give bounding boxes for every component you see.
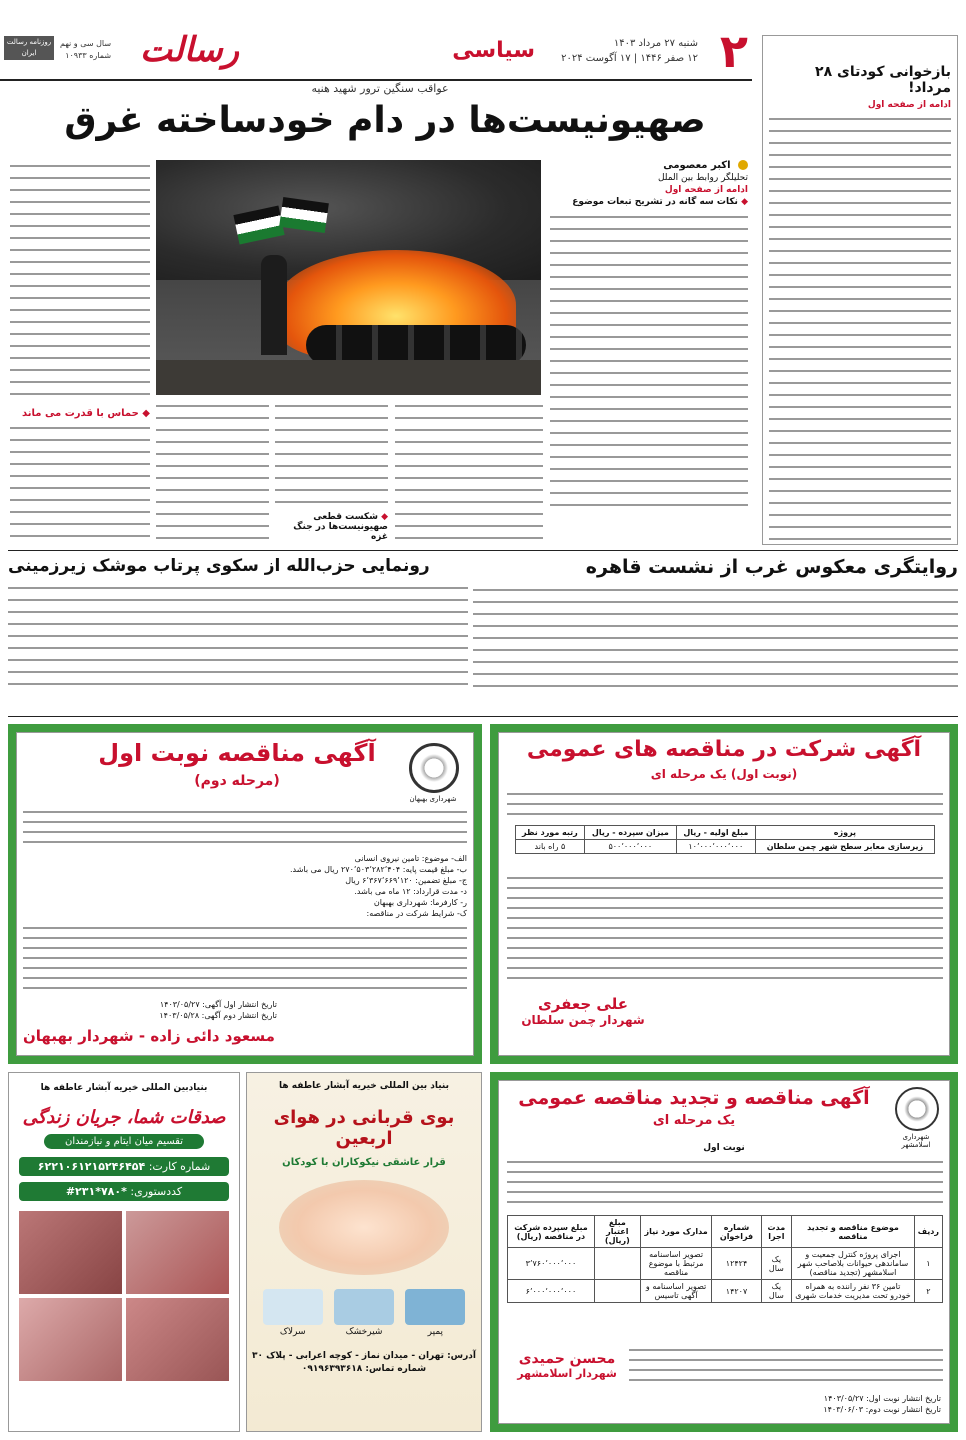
table-header: رتبه مورد نظر bbox=[516, 826, 585, 840]
main-story-col-5 bbox=[10, 160, 150, 545]
product-label: شیرخشک bbox=[345, 1327, 383, 1337]
behbahan-item: ر- کارفرما: شهرداری بهبهان bbox=[373, 898, 467, 907]
behbahan-item: الف- موضوع: تامین نیروی انسانی bbox=[354, 854, 467, 863]
eslamshahr-logo bbox=[895, 1087, 939, 1131]
kicker: عواقب سنگین ترور شهید هنیه bbox=[311, 82, 449, 95]
table-cell: ۵۰۰٬۰۰۰٬۰۰۰ bbox=[584, 840, 676, 854]
product-label: پمپر bbox=[427, 1327, 444, 1337]
table-header: مبلغ اعتبار (ریال) bbox=[594, 1216, 640, 1248]
chaman-table-header bbox=[516, 826, 935, 840]
table-cell: ۱۲۴۲۴ bbox=[712, 1248, 761, 1280]
table-header: مدارک مورد نیاز bbox=[640, 1216, 712, 1248]
section-rule bbox=[8, 550, 958, 551]
table-cell: زیرسازی معابر سطح شهر چمن سلطان bbox=[755, 840, 934, 854]
signature-name: محسن حمیدی bbox=[518, 1351, 616, 1367]
table-cell: ۶٬۰۰۰٬۰۰۰٬۰۰۰ bbox=[508, 1280, 595, 1303]
ad-charity-left bbox=[8, 1072, 240, 1432]
charity-right-headline: بوی قربانی در هوای اربعین bbox=[273, 1107, 455, 1149]
behbahan-item: ب- مبلغ قیمت پایه: ۲۷۰٬۵۰۳٬۲۸۲٬۴۰۴ ریال می باشد. bbox=[289, 865, 467, 874]
behbahan-dates bbox=[77, 999, 277, 1021]
charity-photo bbox=[126, 1211, 229, 1294]
charity-address: آدرس: تهران - میدان نماز - کوچه اعرابی - پلاک ۳۰ bbox=[252, 1351, 476, 1361]
issue-number: شماره ۱۰۹۳۳ bbox=[65, 51, 112, 60]
flag-2 bbox=[279, 197, 329, 233]
story-hezbollah bbox=[8, 556, 468, 706]
table-cell: تصویر اساسنامه و آگهی تاسیس bbox=[640, 1280, 712, 1303]
main-headline: صهیونیست‌ها در دام خودساخته غرق bbox=[64, 100, 706, 141]
ad-chaman bbox=[490, 724, 958, 1064]
eslamshahr-notice: نوبت اول bbox=[703, 1143, 745, 1153]
chaman-intro bbox=[507, 789, 943, 819]
table-cell bbox=[594, 1280, 640, 1303]
charity-phone: شماره تماس: ۰۹۱۹۶۳۹۳۶۱۸ bbox=[301, 1364, 427, 1374]
brand-badge: روزنامه رسالت ایران bbox=[4, 36, 54, 60]
main-story-col-2 bbox=[395, 400, 543, 540]
product-label: سرلاک bbox=[279, 1327, 306, 1337]
issue-block bbox=[60, 38, 111, 62]
publish-date: تاریخ انتشار نوبت اول: ۱۴۰۳/۰۵/۲۷ bbox=[823, 1394, 941, 1403]
ad-eslamshahr bbox=[490, 1072, 958, 1432]
publish-date: تاریخ انتشار نوبت دوم: ۱۴۰۳/۰۶/۰۳ bbox=[823, 1405, 941, 1414]
signature-name: علی جعفری bbox=[538, 995, 628, 1013]
table-header: مبلغ اولیه - ریال bbox=[676, 826, 755, 840]
product-icon bbox=[334, 1289, 394, 1325]
product-icon bbox=[405, 1289, 465, 1325]
table-row bbox=[516, 840, 935, 854]
author-role: تحلیلگر روابط بین الملل bbox=[657, 173, 748, 183]
product-item bbox=[405, 1289, 465, 1337]
bullet-icon: ◆ bbox=[381, 512, 388, 522]
table-header: موضوع مناقصه و تجدید مناقصه bbox=[792, 1216, 915, 1248]
charity-photo bbox=[126, 1298, 229, 1381]
chaman-subtitle: (نوبت اول) یک مرحله ای bbox=[650, 767, 798, 781]
continued-label: ادامه از صفحه اول bbox=[664, 185, 748, 195]
eslamshahr-table bbox=[507, 1215, 943, 1303]
col-5-body-bottom bbox=[10, 422, 150, 537]
protester bbox=[261, 255, 287, 355]
behbahan-conditions bbox=[23, 923, 467, 993]
charity-photo bbox=[19, 1211, 122, 1294]
table-header: مبلغ سپرده شرکت در مناقصه (ریال) bbox=[508, 1216, 595, 1248]
main-photo bbox=[156, 160, 541, 395]
chaman-title: آگهی شرکت در مناقصه های عمومی bbox=[526, 737, 922, 762]
ads-rule bbox=[8, 716, 958, 717]
table-cell: یک سال bbox=[761, 1280, 792, 1303]
charity-distribution: تقسیم میان ایتام و نیازمندان bbox=[44, 1134, 204, 1149]
table-header: مدت اجرا bbox=[761, 1216, 792, 1248]
eslamshahr-dates bbox=[721, 1393, 941, 1415]
col-3-body-top bbox=[275, 400, 388, 510]
table-cell: تصویر اساسنامه مرتبط با موضوع مناقصه bbox=[640, 1248, 712, 1280]
ad-charity-right bbox=[246, 1072, 482, 1432]
publish-date: تاریخ انتشار اول آگهی: ۱۴۰۳/۰۵/۲۷ bbox=[159, 1000, 277, 1009]
date-block bbox=[561, 36, 698, 66]
account-number: ۶۲۲۱۰۶۱۲۱۵۲۴۶۴۵۴ bbox=[37, 1160, 146, 1173]
behbahan-items bbox=[137, 853, 467, 919]
ad-behbahan-inner bbox=[16, 732, 474, 1056]
cairo-headline: روایتگری معکوس غرب از نشست قاهره bbox=[585, 556, 958, 578]
story-cairo bbox=[473, 556, 958, 706]
behbahan-title: آگهی مناقصه نوبت اول bbox=[98, 739, 376, 767]
ground bbox=[156, 360, 541, 395]
ussd-code: *۷۸۰*۲۳۱# bbox=[65, 1185, 127, 1198]
charity-right-org: بنیاد بین المللی خیریه آبشار عاطفه ها bbox=[279, 1081, 449, 1091]
table-row bbox=[508, 1248, 943, 1280]
table-cell: ۱ bbox=[914, 1248, 942, 1280]
behbahan-signature: مسعود دائی زاده - شهردار بهبهان bbox=[23, 1027, 275, 1045]
bullet-icon: ◆ bbox=[142, 408, 150, 419]
charity-ussd bbox=[19, 1182, 229, 1201]
eslamshahr-subtitle: یک مرحله ای bbox=[652, 1113, 736, 1128]
product-icon bbox=[263, 1289, 323, 1325]
table-row bbox=[508, 1280, 943, 1303]
eslamshahr-org: شهرداری اسلامشهر bbox=[901, 1133, 931, 1149]
editorial-headline: بازخوانی کودتای ۲۸ مرداد! bbox=[815, 64, 951, 96]
masthead bbox=[0, 24, 750, 78]
chaman-table bbox=[515, 825, 935, 854]
col-1-body bbox=[550, 211, 748, 516]
table-header: شماره فراخوان bbox=[712, 1216, 761, 1248]
ad-eslamshahr-inner bbox=[498, 1080, 950, 1424]
table-cell: یک سال bbox=[761, 1248, 792, 1280]
author-name: اکبر معصومی bbox=[663, 160, 731, 171]
table-cell: ۱۴۲۰۷ bbox=[712, 1280, 761, 1303]
table-header: میزان سپرده - ریال bbox=[584, 826, 676, 840]
eslamshahr-title: آگهی مناقصه و تجدید مناقصه عمومی bbox=[518, 1087, 870, 1109]
table-cell: ۲ bbox=[914, 1280, 942, 1303]
behbahan-org: شهرداری بهبهان bbox=[409, 795, 457, 803]
charity-org: بنیادبین المللی خیریه آبشار عاطفه ها bbox=[40, 1083, 208, 1093]
subhead-line bbox=[550, 197, 748, 207]
chaman-conditions bbox=[507, 873, 943, 983]
charity-photo bbox=[19, 1298, 122, 1381]
publish-date: تاریخ انتشار دوم آگهی: ۱۴۰۳/۰۵/۲۸ bbox=[159, 1011, 277, 1020]
col-5-body-top bbox=[10, 160, 150, 405]
masthead-rule bbox=[0, 79, 752, 81]
eslamshahr-signature bbox=[507, 1351, 627, 1380]
tires bbox=[306, 325, 526, 365]
author-icon bbox=[738, 160, 748, 170]
charity-photo-grid bbox=[19, 1211, 229, 1381]
table-cell: ۱۰٬۰۰۰٬۰۰۰٬۰۰۰ bbox=[676, 840, 755, 854]
page-number: ۲ bbox=[719, 24, 748, 78]
charity-account bbox=[19, 1157, 229, 1176]
behbahan-item: ج- مبلغ تضمین: ۶٬۳۶۷٬۶۶۹٬۱۲۰ ریال bbox=[345, 876, 467, 885]
table-cell: ۵ راه باند bbox=[516, 840, 585, 854]
behbahan-intro bbox=[23, 807, 467, 847]
author-line bbox=[550, 160, 748, 171]
eslamshahr-intro bbox=[507, 1157, 943, 1207]
subhead-text: نکات سه گانه در تشریح تبعات موضوع bbox=[572, 197, 738, 207]
table-cell: تامین ۳۶ نفر راننده به همراه خودرو تحت مدیریت خدمات شهری bbox=[792, 1280, 915, 1303]
ad-behbahan bbox=[8, 724, 482, 1064]
product-item bbox=[263, 1289, 323, 1337]
eslamshahr-conditions bbox=[629, 1345, 943, 1389]
editorial-body bbox=[769, 113, 951, 543]
table-header: ردیف bbox=[914, 1216, 942, 1248]
chaman-signature bbox=[513, 995, 653, 1027]
editorial-continued: ادامه از صفحه اول bbox=[867, 100, 951, 110]
baby-photo bbox=[279, 1180, 449, 1275]
issue-year: سال سی و نهم bbox=[60, 39, 112, 48]
main-story-col-4 bbox=[156, 400, 269, 540]
red-subhead bbox=[10, 408, 150, 419]
inline-subhead-text: شکست قطعی صهیونیست‌ها در جنگ غزه bbox=[293, 512, 388, 542]
signature-role: شهردار اسلامشهر bbox=[517, 1367, 617, 1380]
cairo-body bbox=[473, 584, 958, 696]
behbahan-subtitle: (مرحله دوم) bbox=[194, 773, 280, 789]
product-item bbox=[334, 1289, 394, 1337]
table-cell: اجرای پروژه کنترل جمعیت و ساماندهی حیوانات بلاصاحب شهر اسلامشهر (تجدید مناقصه) bbox=[792, 1248, 915, 1280]
editorial-column bbox=[762, 35, 958, 545]
behbahan-item: د- مدت قرارداد: ۱۲ ماه می باشد. bbox=[354, 887, 467, 896]
ad-chaman-inner bbox=[498, 732, 950, 1056]
date-line: شنبه ۲۷ مرداد ۱۴۰۳ bbox=[613, 38, 698, 49]
section-title: سیاسی bbox=[452, 38, 535, 63]
table-header: پروژه bbox=[755, 826, 934, 840]
red-subhead-text: حماس با قدرت می ماند bbox=[21, 408, 139, 419]
table-cell: ۳٬۷۶۰٬۰۰۰٬۰۰۰ bbox=[508, 1248, 595, 1280]
behbahan-logo bbox=[409, 743, 459, 793]
inline-subhead bbox=[275, 512, 388, 542]
behbahan-item: ک- شرایط شرکت در مناقصه: bbox=[366, 909, 467, 918]
product-row bbox=[257, 1289, 471, 1337]
main-story-col-3 bbox=[275, 400, 388, 540]
ussd-label: کددستوری: bbox=[130, 1185, 183, 1198]
eslamshahr-table-header bbox=[508, 1216, 943, 1248]
signature-role: شهردار چمن سلطان bbox=[521, 1013, 645, 1027]
date-line: ۱۲ صفر ۱۴۴۶ | ۱۷ آگوست ۲۰۲۴ bbox=[561, 53, 698, 64]
hezbollah-headline: رونمایی حزب‌الله از سکوی پرتاب موشک زیرزمینی bbox=[8, 556, 430, 576]
charity-slogan: صدقات شما، جریان زندگی bbox=[22, 1107, 226, 1128]
table-cell bbox=[594, 1248, 640, 1280]
hezbollah-body bbox=[8, 582, 468, 694]
bullet-icon: ◆ bbox=[741, 197, 748, 207]
paper-logo: رسالت bbox=[140, 30, 240, 70]
main-story-col-1 bbox=[550, 160, 748, 545]
charity-right-subtitle: قرار عاشقی نیکوکاران با کودکان bbox=[282, 1157, 446, 1168]
account-label: شماره کارت: bbox=[148, 1160, 211, 1173]
